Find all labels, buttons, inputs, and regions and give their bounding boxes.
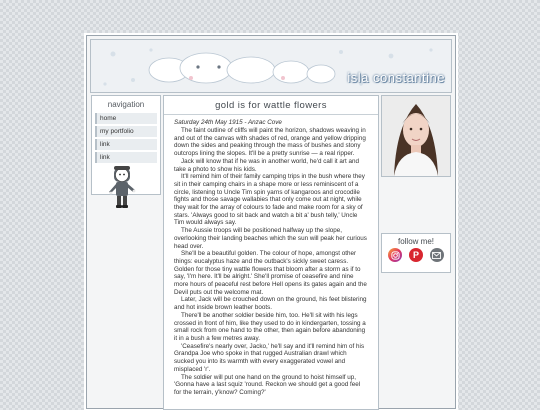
nav-link-3[interactable]: link [95,139,157,150]
header-banner [90,39,452,93]
post-paragraph: It'll remind him of their family camping trips in the bush where they sit in their camping chairs in a shape more or less reminiscent of a circle, listening to Uncle Tim spin yarns of kangaroos and crocodile fights and those savage wallabies that only come out at night, while they wait for the array of colours to fade and make room for a sky of stars. 'Always good to sit back and watch a bit a' bush telly,' Uncle Tim would always say. [174,173,365,227]
nav-link-4[interactable]: link [95,152,157,163]
email-icon[interactable] [430,248,444,262]
post-paragraph: Later, Jack will be crouched down on the ground, his feet blistering and hot inside brown leather boots. [174,296,367,312]
site-title: isla constantine [347,70,445,85]
follow-heading: follow me! [397,237,434,246]
portrait-image [382,96,450,176]
post-paragraph: She'll be a beautiful golden. The colour of hope, amongst other things: eucalyptus haze and the outback's sickly sweet caress. Golden for those tiny wattle flowers that bloom after a storm as if to say, 'I'm here. It'll be alright.' She'll promise of ceasefire and nine more hours of peaceful rest before Hell opens its gates again and the Devil puts out the welcome mat. [174,250,367,296]
site-frame [86,35,456,409]
nav-item [95,126,157,137]
pinterest-icon[interactable] [409,248,423,262]
social-links [382,248,450,262]
navigation-list [92,113,160,163]
profile-photo [381,95,451,177]
post-paragraph: The Aussie troops will be positioned halfway up the slope, overlooking their landing beaches which the sun will peak her curious head over. [174,227,367,250]
nav-item [95,139,157,150]
post-paragraph: Jack will know that if he was in another world, he'd call it art and take a photo to show his kids. [174,157,359,173]
nav-item [95,113,157,124]
pinterest-glyph: P [412,250,419,260]
envelope-glyph [432,252,441,259]
nav-link-home[interactable]: home [95,113,157,124]
post-paragraph: The faint outline of cliffs will paint the horizon, shadows weaving in and out of the canvas with shades of red, orange and yellow dripping down the sides and peaking through the mass of bushes and stony outcrops lining the slopes. It'll be a pretty sunrise — a real ripper. [174,127,366,158]
nav-link-portfolio[interactable]: my portfolio [95,126,157,137]
post-body [174,127,368,397]
mascot-doll-image [105,162,139,210]
instagram-glyph [391,251,400,260]
blog-post [163,95,379,410]
post-paragraph: There'll be another soldier beside him, too. He'll sit with his legs crossed in front of him, like they used to do in kindergarten, tossing a small rock from one hand to the other, then again before abandoning it in a bush a few metres away. [174,311,366,342]
post-paragraph: 'Ceasefire's nearly over, Jacko,' he'll say and it'll remind him of his Grandpa Joe who spoke in that rugged Australian drawl which sucked you into its warmth with every exaggerated vowel and misplaced 'r'. [174,342,365,373]
post-date: Saturday 24th May 1915 - Anzac Cove [174,119,282,126]
post-title: gold is for wattle flowers [164,100,378,115]
instagram-icon[interactable] [388,248,402,262]
post-paragraph: The soldier will put one hand on the ground to hoist himself up, 'Gonna have a last squiz 'round. Reckon we should get a good feel for the terrain, y'know? Coming?' [174,373,361,396]
follow-panel [381,233,451,273]
navigation-heading: navigation [107,100,145,109]
